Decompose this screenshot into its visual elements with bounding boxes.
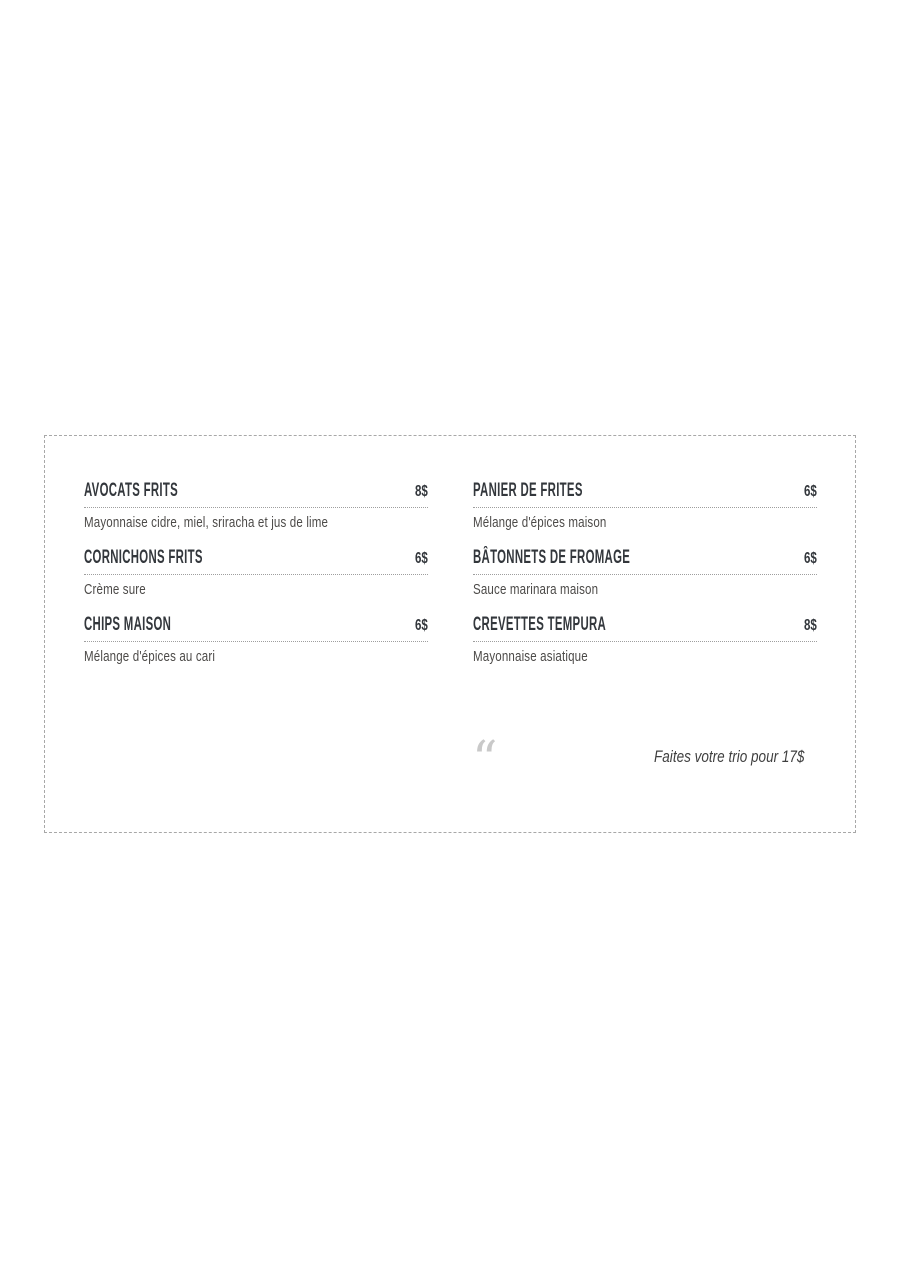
menu-item-description [84, 581, 428, 599]
menu-column-left [84, 482, 428, 683]
menu-item [473, 616, 817, 666]
menu-item-description-text: Mayonnaise asiatique [473, 648, 588, 665]
menu-item-price: 6$ [804, 483, 817, 500]
menu-item-header [84, 482, 428, 508]
menu-item-header [84, 616, 428, 642]
menu-item [84, 616, 428, 666]
menu-column-right [473, 482, 817, 683]
menu-item-description [473, 514, 817, 532]
menu-item [473, 482, 817, 532]
menu-item-description-text: Sauce marinara maison [473, 581, 599, 598]
menu-item-description [84, 514, 428, 532]
menu-item-description-text: Mélange d'épices maison [473, 514, 607, 531]
menu-columns [84, 482, 817, 683]
menu-item [473, 549, 817, 599]
menu-item-price: 8$ [415, 483, 428, 500]
menu-item-header [473, 549, 817, 575]
menu-card [44, 435, 856, 833]
promo-text: Faites votre trio pour 17$ [653, 748, 804, 766]
menu-item-price: 6$ [415, 550, 428, 567]
menu-item-name: AVOCATS FRITS [84, 480, 179, 501]
menu-item-name: BÂTONNETS DE FROMAGE [473, 547, 631, 568]
menu-item-description-text: Mayonnaise cidre, miel, sriracha et jus de lime [84, 514, 329, 531]
menu-item-name: CORNICHONS FRITS [84, 547, 203, 568]
menu-item-header [473, 616, 817, 642]
menu-item-description [473, 581, 817, 599]
menu-item-price: 8$ [804, 617, 817, 634]
menu-item-description-text: Crème sure [84, 581, 146, 598]
menu-item-name: CREVETTES TEMPURA [473, 614, 607, 635]
menu-item-name: CHIPS MAISON [84, 614, 172, 635]
menu-item-description [473, 648, 817, 666]
menu-item-price: 6$ [804, 550, 817, 567]
menu-item-header [84, 549, 428, 575]
menu-item-description [84, 648, 428, 666]
menu-item-header [473, 482, 817, 508]
menu-item-description-text: Mélange d'épices au cari [84, 648, 216, 665]
menu-item [84, 482, 428, 532]
quote-icon: “ [472, 730, 498, 788]
menu-item [84, 549, 428, 599]
menu-item-name: PANIER DE FRITES [473, 480, 583, 501]
menu-item-price: 6$ [415, 617, 428, 634]
